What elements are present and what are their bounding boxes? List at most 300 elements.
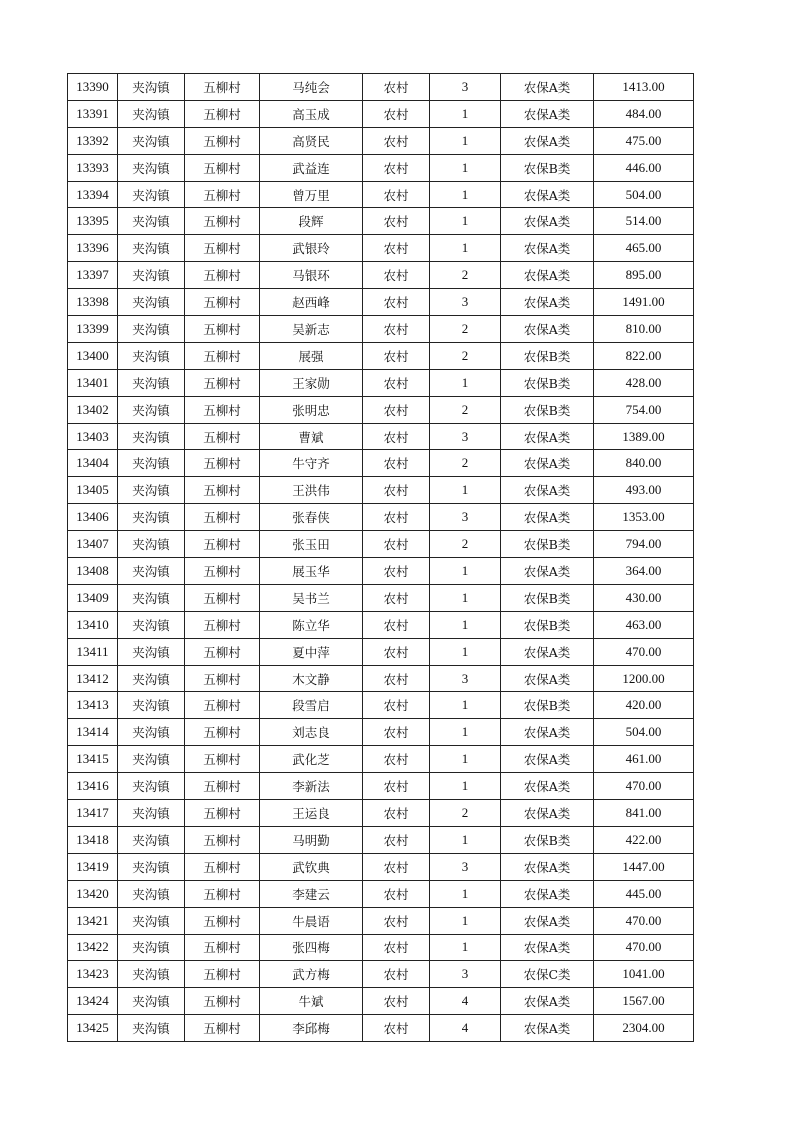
- amount-cell: 1389.00: [594, 423, 694, 450]
- family-size-cell: 2: [430, 262, 501, 289]
- family-size-cell: 3: [430, 74, 501, 101]
- table-row: [68, 477, 694, 504]
- household-type-cell: 农村: [363, 181, 430, 208]
- family-size-cell: 1: [430, 558, 501, 585]
- amount-cell: 484.00: [594, 100, 694, 127]
- household-type-cell: 农村: [363, 773, 430, 800]
- person-name-cell: 曹斌: [260, 423, 363, 450]
- record-id-cell: 13421: [68, 907, 118, 934]
- amount-cell: 810.00: [594, 316, 694, 343]
- table-row: [68, 504, 694, 531]
- village-cell: 五柳村: [185, 74, 260, 101]
- person-name-cell: 曾万里: [260, 181, 363, 208]
- village-cell: 五柳村: [185, 988, 260, 1015]
- household-type-cell: 农村: [363, 127, 430, 154]
- record-id-cell: 13405: [68, 477, 118, 504]
- family-size-cell: 1: [430, 584, 501, 611]
- table-row: [68, 746, 694, 773]
- amount-cell: 470.00: [594, 907, 694, 934]
- village-cell: 五柳村: [185, 746, 260, 773]
- person-name-cell: 展强: [260, 342, 363, 369]
- village-cell: 五柳村: [185, 665, 260, 692]
- amount-cell: 822.00: [594, 342, 694, 369]
- amount-cell: 504.00: [594, 719, 694, 746]
- family-size-cell: 2: [430, 450, 501, 477]
- town-cell: 夹沟镇: [118, 423, 185, 450]
- household-type-cell: 农村: [363, 477, 430, 504]
- amount-cell: 422.00: [594, 826, 694, 853]
- household-type-cell: 农村: [363, 423, 430, 450]
- table-row: [68, 934, 694, 961]
- household-type-cell: 农村: [363, 665, 430, 692]
- amount-cell: 1353.00: [594, 504, 694, 531]
- town-cell: 夹沟镇: [118, 342, 185, 369]
- insurance-class-cell: 农保A类: [501, 423, 594, 450]
- table-row: [68, 369, 694, 396]
- amount-cell: 420.00: [594, 692, 694, 719]
- amount-cell: 475.00: [594, 127, 694, 154]
- record-id-cell: 13391: [68, 100, 118, 127]
- household-type-cell: 农村: [363, 961, 430, 988]
- village-cell: 五柳村: [185, 396, 260, 423]
- household-type-cell: 农村: [363, 800, 430, 827]
- insurance-class-cell: 农保A类: [501, 934, 594, 961]
- person-name-cell: 马银环: [260, 262, 363, 289]
- town-cell: 夹沟镇: [118, 853, 185, 880]
- table-row: [68, 208, 694, 235]
- family-size-cell: 2: [430, 342, 501, 369]
- table-row: [68, 961, 694, 988]
- record-id-cell: 13415: [68, 746, 118, 773]
- family-size-cell: 1: [430, 826, 501, 853]
- town-cell: 夹沟镇: [118, 961, 185, 988]
- amount-cell: 1491.00: [594, 289, 694, 316]
- record-id-cell: 13412: [68, 665, 118, 692]
- record-id-cell: 13406: [68, 504, 118, 531]
- family-size-cell: 1: [430, 477, 501, 504]
- insurance-class-cell: 农保A类: [501, 181, 594, 208]
- household-type-cell: 农村: [363, 316, 430, 343]
- record-id-cell: 13409: [68, 584, 118, 611]
- insurance-class-cell: 农保B类: [501, 692, 594, 719]
- town-cell: 夹沟镇: [118, 934, 185, 961]
- person-name-cell: 赵西峰: [260, 289, 363, 316]
- amount-cell: 493.00: [594, 477, 694, 504]
- record-id-cell: 13414: [68, 719, 118, 746]
- person-name-cell: 木文静: [260, 665, 363, 692]
- village-cell: 五柳村: [185, 289, 260, 316]
- village-cell: 五柳村: [185, 208, 260, 235]
- amount-cell: 840.00: [594, 450, 694, 477]
- household-type-cell: 农村: [363, 369, 430, 396]
- person-name-cell: 张明忠: [260, 396, 363, 423]
- household-type-cell: 农村: [363, 154, 430, 181]
- family-size-cell: 4: [430, 988, 501, 1015]
- person-name-cell: 陈立华: [260, 611, 363, 638]
- insurance-class-cell: 农保A类: [501, 100, 594, 127]
- insurance-class-cell: 农保A类: [501, 988, 594, 1015]
- household-type-cell: 农村: [363, 208, 430, 235]
- town-cell: 夹沟镇: [118, 100, 185, 127]
- amount-cell: 1041.00: [594, 961, 694, 988]
- town-cell: 夹沟镇: [118, 880, 185, 907]
- person-name-cell: 段辉: [260, 208, 363, 235]
- village-cell: 五柳村: [185, 853, 260, 880]
- amount-cell: 1200.00: [594, 665, 694, 692]
- insurance-class-cell: 农保A类: [501, 477, 594, 504]
- town-cell: 夹沟镇: [118, 638, 185, 665]
- amount-cell: 504.00: [594, 181, 694, 208]
- person-name-cell: 武银玲: [260, 235, 363, 262]
- household-type-cell: 农村: [363, 504, 430, 531]
- table-row: [68, 342, 694, 369]
- household-type-cell: 农村: [363, 853, 430, 880]
- table-row: [68, 584, 694, 611]
- amount-cell: 841.00: [594, 800, 694, 827]
- household-type-cell: 农村: [363, 396, 430, 423]
- family-size-cell: 1: [430, 773, 501, 800]
- village-cell: 五柳村: [185, 531, 260, 558]
- insurance-class-cell: 农保A类: [501, 504, 594, 531]
- amount-cell: 1447.00: [594, 853, 694, 880]
- village-cell: 五柳村: [185, 558, 260, 585]
- insurance-class-cell: 农保B类: [501, 396, 594, 423]
- record-id-cell: 13401: [68, 369, 118, 396]
- amount-cell: 1567.00: [594, 988, 694, 1015]
- town-cell: 夹沟镇: [118, 773, 185, 800]
- person-name-cell: 牛斌: [260, 988, 363, 1015]
- table-row: [68, 638, 694, 665]
- person-name-cell: 王运良: [260, 800, 363, 827]
- amount-cell: 2304.00: [594, 1015, 694, 1042]
- insurance-class-cell: 农保A类: [501, 316, 594, 343]
- village-cell: 五柳村: [185, 611, 260, 638]
- amount-cell: 446.00: [594, 154, 694, 181]
- household-type-cell: 农村: [363, 262, 430, 289]
- household-type-cell: 农村: [363, 74, 430, 101]
- insurance-class-cell: 农保A类: [501, 719, 594, 746]
- family-size-cell: 1: [430, 611, 501, 638]
- amount-cell: 428.00: [594, 369, 694, 396]
- town-cell: 夹沟镇: [118, 504, 185, 531]
- record-id-cell: 13396: [68, 235, 118, 262]
- table-row: [68, 531, 694, 558]
- village-cell: 五柳村: [185, 934, 260, 961]
- record-id-cell: 13392: [68, 127, 118, 154]
- family-size-cell: 4: [430, 1015, 501, 1042]
- insurance-class-cell: 农保B类: [501, 369, 594, 396]
- record-id-cell: 13422: [68, 934, 118, 961]
- table-row: [68, 800, 694, 827]
- family-size-cell: 1: [430, 880, 501, 907]
- town-cell: 夹沟镇: [118, 154, 185, 181]
- town-cell: 夹沟镇: [118, 181, 185, 208]
- record-id-cell: 13416: [68, 773, 118, 800]
- household-type-cell: 农村: [363, 826, 430, 853]
- household-type-cell: 农村: [363, 531, 430, 558]
- insurance-class-cell: 农保A类: [501, 638, 594, 665]
- village-cell: 五柳村: [185, 127, 260, 154]
- town-cell: 夹沟镇: [118, 289, 185, 316]
- amount-cell: 430.00: [594, 584, 694, 611]
- amount-cell: 465.00: [594, 235, 694, 262]
- family-size-cell: 3: [430, 961, 501, 988]
- village-cell: 五柳村: [185, 692, 260, 719]
- record-id-cell: 13393: [68, 154, 118, 181]
- insurance-class-cell: 农保A类: [501, 880, 594, 907]
- town-cell: 夹沟镇: [118, 316, 185, 343]
- village-cell: 五柳村: [185, 342, 260, 369]
- person-name-cell: 吴新志: [260, 316, 363, 343]
- town-cell: 夹沟镇: [118, 746, 185, 773]
- insurance-class-cell: 农保A类: [501, 127, 594, 154]
- town-cell: 夹沟镇: [118, 907, 185, 934]
- family-size-cell: 3: [430, 423, 501, 450]
- family-size-cell: 1: [430, 235, 501, 262]
- table-row: [68, 880, 694, 907]
- person-name-cell: 刘志良: [260, 719, 363, 746]
- amount-cell: 463.00: [594, 611, 694, 638]
- person-name-cell: 高玉成: [260, 100, 363, 127]
- household-type-cell: 农村: [363, 988, 430, 1015]
- insurance-class-cell: 农保A类: [501, 800, 594, 827]
- family-size-cell: 1: [430, 127, 501, 154]
- record-id-cell: 13413: [68, 692, 118, 719]
- town-cell: 夹沟镇: [118, 74, 185, 101]
- record-id-cell: 13400: [68, 342, 118, 369]
- record-id-cell: 13407: [68, 531, 118, 558]
- person-name-cell: 段雪启: [260, 692, 363, 719]
- person-name-cell: 武方梅: [260, 961, 363, 988]
- family-size-cell: 3: [430, 504, 501, 531]
- table-row: [68, 181, 694, 208]
- family-size-cell: 3: [430, 665, 501, 692]
- village-cell: 五柳村: [185, 369, 260, 396]
- insurance-class-cell: 农保C类: [501, 961, 594, 988]
- record-id-cell: 13394: [68, 181, 118, 208]
- insurance-class-cell: 农保B类: [501, 531, 594, 558]
- amount-cell: 470.00: [594, 638, 694, 665]
- amount-cell: 895.00: [594, 262, 694, 289]
- table-row: [68, 396, 694, 423]
- record-id-cell: 13420: [68, 880, 118, 907]
- amount-cell: 470.00: [594, 773, 694, 800]
- village-cell: 五柳村: [185, 961, 260, 988]
- table-row: [68, 826, 694, 853]
- family-size-cell: 2: [430, 531, 501, 558]
- person-name-cell: 武化芝: [260, 746, 363, 773]
- table-row: [68, 853, 694, 880]
- town-cell: 夹沟镇: [118, 1015, 185, 1042]
- family-size-cell: 1: [430, 369, 501, 396]
- household-type-cell: 农村: [363, 934, 430, 961]
- household-type-cell: 农村: [363, 746, 430, 773]
- town-cell: 夹沟镇: [118, 584, 185, 611]
- insurance-class-cell: 农保B类: [501, 584, 594, 611]
- household-type-cell: 农村: [363, 880, 430, 907]
- family-size-cell: 1: [430, 100, 501, 127]
- person-name-cell: 王家勋: [260, 369, 363, 396]
- table-row: [68, 127, 694, 154]
- family-size-cell: 1: [430, 719, 501, 746]
- household-type-cell: 农村: [363, 450, 430, 477]
- person-name-cell: 张玉田: [260, 531, 363, 558]
- table-row: [68, 719, 694, 746]
- insurance-class-cell: 农保A类: [501, 773, 594, 800]
- amount-cell: 461.00: [594, 746, 694, 773]
- family-size-cell: 1: [430, 208, 501, 235]
- record-id-cell: 13403: [68, 423, 118, 450]
- amount-cell: 445.00: [594, 880, 694, 907]
- table-row: [68, 773, 694, 800]
- household-type-cell: 农村: [363, 1015, 430, 1042]
- village-cell: 五柳村: [185, 773, 260, 800]
- record-id-cell: 13424: [68, 988, 118, 1015]
- village-cell: 五柳村: [185, 1015, 260, 1042]
- town-cell: 夹沟镇: [118, 558, 185, 585]
- village-cell: 五柳村: [185, 584, 260, 611]
- person-name-cell: 李新法: [260, 773, 363, 800]
- town-cell: 夹沟镇: [118, 826, 185, 853]
- insurance-class-cell: 农保B类: [501, 342, 594, 369]
- insurance-class-cell: 农保B类: [501, 154, 594, 181]
- family-size-cell: 2: [430, 316, 501, 343]
- person-name-cell: 武钦典: [260, 853, 363, 880]
- village-cell: 五柳村: [185, 450, 260, 477]
- village-cell: 五柳村: [185, 100, 260, 127]
- records-table: [67, 73, 694, 1042]
- person-name-cell: 武益连: [260, 154, 363, 181]
- town-cell: 夹沟镇: [118, 692, 185, 719]
- insurance-class-cell: 农保A类: [501, 558, 594, 585]
- insurance-class-cell: 农保B类: [501, 611, 594, 638]
- town-cell: 夹沟镇: [118, 531, 185, 558]
- table-row: [68, 262, 694, 289]
- town-cell: 夹沟镇: [118, 988, 185, 1015]
- table-row: [68, 423, 694, 450]
- household-type-cell: 农村: [363, 638, 430, 665]
- insurance-class-cell: 农保A类: [501, 746, 594, 773]
- household-type-cell: 农村: [363, 342, 430, 369]
- amount-cell: 514.00: [594, 208, 694, 235]
- insurance-class-cell: 农保A类: [501, 74, 594, 101]
- town-cell: 夹沟镇: [118, 719, 185, 746]
- village-cell: 五柳村: [185, 181, 260, 208]
- village-cell: 五柳村: [185, 154, 260, 181]
- town-cell: 夹沟镇: [118, 235, 185, 262]
- village-cell: 五柳村: [185, 880, 260, 907]
- insurance-class-cell: 农保A类: [501, 907, 594, 934]
- town-cell: 夹沟镇: [118, 450, 185, 477]
- village-cell: 五柳村: [185, 262, 260, 289]
- record-id-cell: 13408: [68, 558, 118, 585]
- table-row: [68, 235, 694, 262]
- person-name-cell: 李建云: [260, 880, 363, 907]
- household-type-cell: 农村: [363, 289, 430, 316]
- town-cell: 夹沟镇: [118, 208, 185, 235]
- record-id-cell: 13417: [68, 800, 118, 827]
- insurance-class-cell: 农保A类: [501, 450, 594, 477]
- village-cell: 五柳村: [185, 235, 260, 262]
- table-row: [68, 665, 694, 692]
- town-cell: 夹沟镇: [118, 800, 185, 827]
- village-cell: 五柳村: [185, 638, 260, 665]
- record-id-cell: 13404: [68, 450, 118, 477]
- insurance-class-cell: 农保A类: [501, 235, 594, 262]
- record-id-cell: 13425: [68, 1015, 118, 1042]
- record-id-cell: 13399: [68, 316, 118, 343]
- family-size-cell: 3: [430, 853, 501, 880]
- person-name-cell: 展玉华: [260, 558, 363, 585]
- town-cell: 夹沟镇: [118, 127, 185, 154]
- person-name-cell: 李邱梅: [260, 1015, 363, 1042]
- insurance-class-cell: 农保A类: [501, 1015, 594, 1042]
- village-cell: 五柳村: [185, 423, 260, 450]
- amount-cell: 754.00: [594, 396, 694, 423]
- table-row: [68, 558, 694, 585]
- record-id-cell: 13423: [68, 961, 118, 988]
- record-id-cell: 13410: [68, 611, 118, 638]
- village-cell: 五柳村: [185, 477, 260, 504]
- family-size-cell: 1: [430, 692, 501, 719]
- person-name-cell: 马明勤: [260, 826, 363, 853]
- household-type-cell: 农村: [363, 611, 430, 638]
- household-type-cell: 农村: [363, 719, 430, 746]
- amount-cell: 1413.00: [594, 74, 694, 101]
- table-row: [68, 450, 694, 477]
- table-row: [68, 611, 694, 638]
- village-cell: 五柳村: [185, 316, 260, 343]
- record-id-cell: 13398: [68, 289, 118, 316]
- insurance-class-cell: 农保A类: [501, 208, 594, 235]
- insurance-class-cell: 农保A类: [501, 853, 594, 880]
- records-table-body: [68, 74, 694, 1042]
- town-cell: 夹沟镇: [118, 262, 185, 289]
- amount-cell: 470.00: [594, 934, 694, 961]
- person-name-cell: 张四梅: [260, 934, 363, 961]
- family-size-cell: 1: [430, 907, 501, 934]
- village-cell: 五柳村: [185, 907, 260, 934]
- table-row: [68, 988, 694, 1015]
- town-cell: 夹沟镇: [118, 665, 185, 692]
- village-cell: 五柳村: [185, 800, 260, 827]
- family-size-cell: 1: [430, 638, 501, 665]
- household-type-cell: 农村: [363, 235, 430, 262]
- family-size-cell: 1: [430, 934, 501, 961]
- table-row: [68, 100, 694, 127]
- village-cell: 五柳村: [185, 719, 260, 746]
- village-cell: 五柳村: [185, 826, 260, 853]
- household-type-cell: 农村: [363, 692, 430, 719]
- household-type-cell: 农村: [363, 558, 430, 585]
- household-type-cell: 农村: [363, 100, 430, 127]
- person-name-cell: 马纯会: [260, 74, 363, 101]
- insurance-class-cell: 农保A类: [501, 665, 594, 692]
- insurance-class-cell: 农保A类: [501, 262, 594, 289]
- record-id-cell: 13419: [68, 853, 118, 880]
- person-name-cell: 吴书兰: [260, 584, 363, 611]
- household-type-cell: 农村: [363, 907, 430, 934]
- table-row: [68, 907, 694, 934]
- family-size-cell: 3: [430, 289, 501, 316]
- person-name-cell: 王洪伟: [260, 477, 363, 504]
- table-row: [68, 692, 694, 719]
- table-row: [68, 289, 694, 316]
- insurance-class-cell: 农保A类: [501, 289, 594, 316]
- person-name-cell: 高贤民: [260, 127, 363, 154]
- town-cell: 夹沟镇: [118, 477, 185, 504]
- village-cell: 五柳村: [185, 504, 260, 531]
